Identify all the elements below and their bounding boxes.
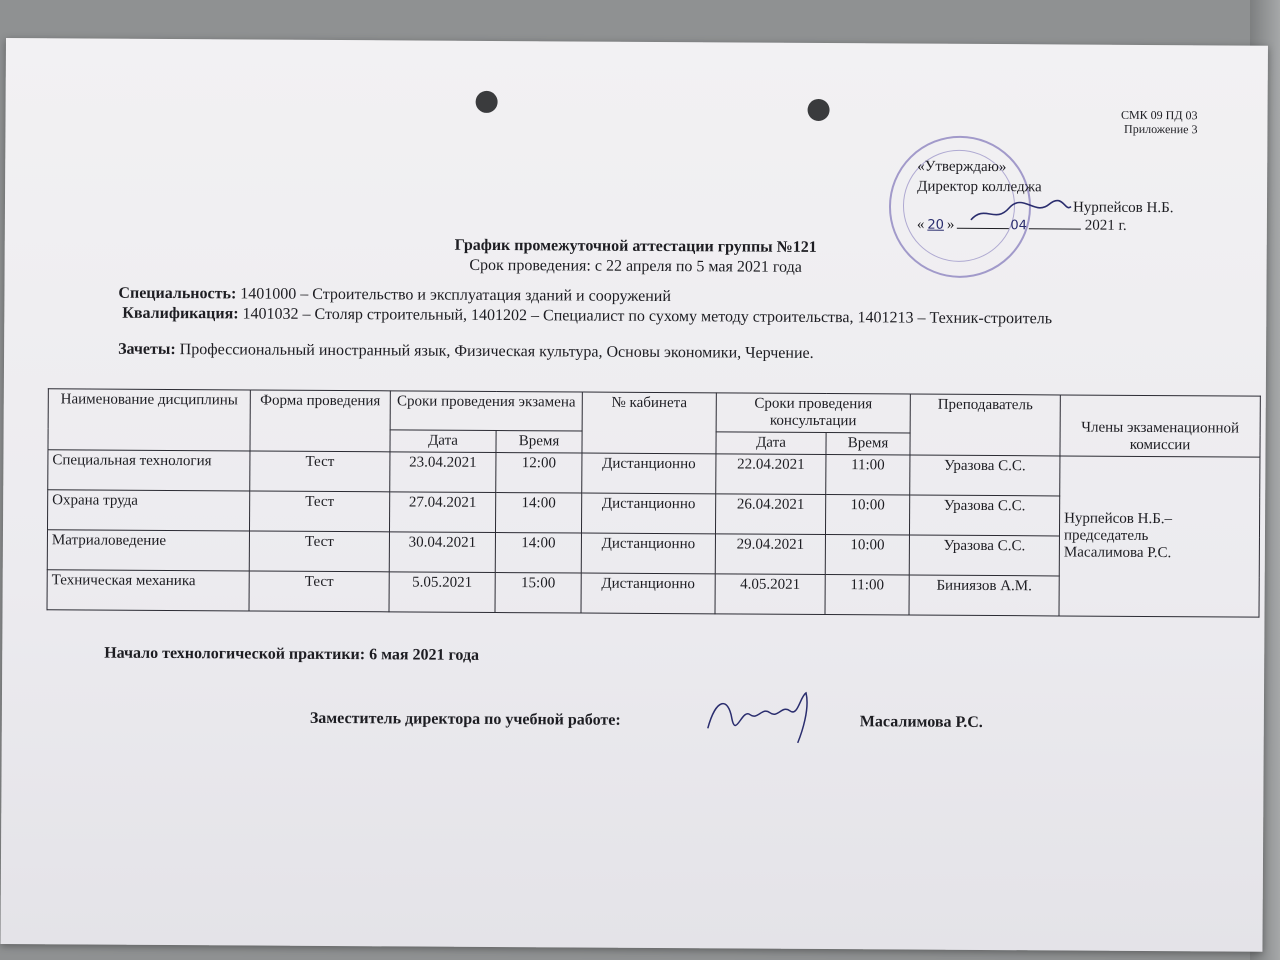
exam-time-cell: 14:00	[495, 532, 581, 573]
consult-time-cell: 11:00	[826, 455, 910, 496]
consult-date-cell: 29.04.2021	[715, 534, 825, 575]
header-consult-date: Дата	[716, 432, 826, 455]
form-cell: Тест	[250, 451, 390, 492]
room-cell: Дистанционно	[581, 573, 715, 614]
exam-time-cell: 12:00	[496, 453, 582, 494]
consult-time-cell: 10:00	[825, 535, 909, 576]
discipline-cell: Техническая механика	[47, 570, 249, 611]
credits-label: Зачеты:	[118, 340, 176, 359]
discipline-cell: Специальная технология	[48, 450, 250, 491]
director-signature	[965, 194, 1075, 234]
room-cell: Дистанционно	[581, 533, 715, 574]
header-room: № кабинета	[582, 392, 716, 454]
header-consult-dates: Сроки проведения консультации	[716, 393, 910, 433]
discipline-cell: Охрана труда	[47, 490, 249, 531]
room-cell: Дистанционно	[581, 493, 715, 534]
teacher-cell: Биниязов А.М.	[909, 575, 1059, 616]
deputy-signature	[702, 688, 822, 749]
header-exam-date: Дата	[390, 430, 496, 453]
qualification-label: Квалификация:	[122, 304, 239, 323]
exam-date-cell: 23.04.2021	[390, 452, 496, 493]
punch-hole-left	[476, 91, 498, 113]
form-cell: Тест	[249, 531, 389, 572]
credits-line	[118, 341, 814, 363]
consult-time-cell: 10:00	[825, 495, 909, 536]
date-month: 04	[1010, 218, 1028, 234]
qualification-value: 1401032 – Столяр строительный, 1401202 – Специалист по сухому методу строительства, 1401213 – Техник-строитель	[242, 305, 1053, 328]
header-exam-time: Время	[496, 431, 582, 454]
commission-line: Масалимова Р.С.	[1063, 544, 1172, 562]
approver-name: Нурпейсов Н.Б.	[1072, 199, 1174, 217]
form-cell: Тест	[249, 571, 389, 612]
approval-year: 2021 г.	[1084, 217, 1127, 234]
doc-code: СМК 09 ПД 03	[1120, 107, 1198, 123]
exam-time-cell: 15:00	[495, 572, 581, 613]
teacher-cell: Уразова С.С.	[909, 535, 1059, 576]
header-form: Форма проведения	[250, 390, 390, 452]
discipline-cell: Матриаловедение	[47, 530, 249, 571]
specialty-value: 1401000 – Строительство и эксплуатация зданий и сооружений	[240, 285, 672, 306]
qualification-line	[122, 305, 1052, 329]
exam-date-cell: 30.04.2021	[389, 532, 495, 573]
date-day: 20	[927, 217, 944, 233]
page-title: График промежуточной аттестации группы №121	[454, 236, 817, 256]
approver-position: Директор колледжа	[917, 178, 1042, 196]
exam-date-cell: 5.05.2021	[389, 572, 495, 613]
specialty-line	[118, 285, 671, 306]
date-close-quote: »	[946, 216, 955, 233]
punch-hole-right	[808, 99, 830, 121]
schedule-table	[47, 388, 1261, 617]
practice-start: Начало технологической практики: 6 мая 2021 года	[104, 644, 480, 664]
commission-line: Нурпейсов Н.Б.–	[1064, 510, 1173, 528]
header-commission: Члены экзаменационной комиссии	[1060, 395, 1260, 457]
credits-value: Профессиональный иностранный язык, Физическая культура, Основы экономики, Черчение.	[179, 341, 814, 362]
exam-time-cell: 14:00	[495, 493, 581, 534]
exam-date-cell: 27.04.2021	[389, 492, 495, 533]
consult-time-cell: 11:00	[825, 575, 909, 616]
header-exam-dates: Сроки проведения экзамена	[390, 391, 582, 431]
consult-date-cell: 4.05.2021	[715, 574, 825, 615]
appendix-label: Приложение 3	[1124, 121, 1198, 137]
teacher-cell: Уразова С.С.	[910, 455, 1060, 496]
signature-name: Масалимова Р.С.	[859, 713, 983, 731]
consult-date-cell: 22.04.2021	[716, 454, 826, 495]
specialty-label: Специальность:	[118, 284, 237, 303]
commission-cell	[1059, 456, 1260, 617]
header-teacher: Преподаватель	[910, 394, 1060, 456]
document-sheet	[0, 38, 1268, 952]
teacher-cell: Уразова С.С.	[909, 495, 1059, 536]
approve-label: «Утверждаю»	[917, 158, 1007, 176]
header-discipline: Наименование дисциплины	[48, 389, 250, 451]
form-cell: Тест	[249, 491, 389, 532]
header-consult-time: Время	[826, 433, 910, 456]
date-open-quote: «	[916, 216, 925, 233]
consult-date-cell: 26.04.2021	[715, 494, 825, 535]
commission-line: председатель	[1063, 527, 1149, 544]
period-line: Срок проведения: с 22 апреля по 5 мая 2021 года	[469, 256, 802, 276]
room-cell: Дистанционно	[582, 453, 716, 494]
signature-position: Заместитель директора по учебной работе:	[309, 709, 621, 729]
